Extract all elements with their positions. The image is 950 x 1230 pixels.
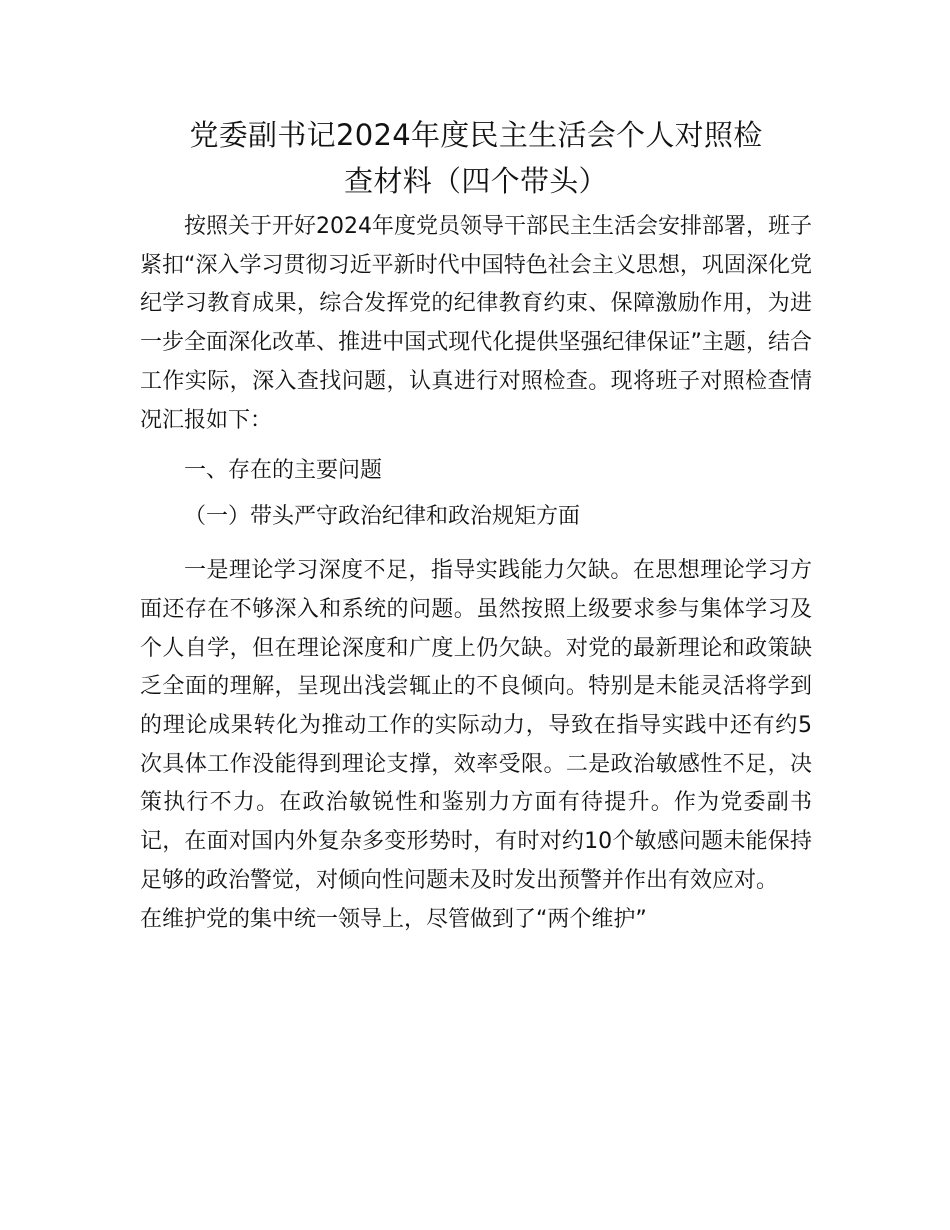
subsection-heading: （一）带头严守政治纪律和政治规矩方面 [184, 504, 581, 530]
title-line-1: 党委副书记2024年度民主生活会个人对照检 [189, 118, 763, 152]
body-paragraph: 一是理论学习深度不足，指导实践能力欠缺。在思想理论学习方面还存在不够深入和系统的问题。虽然按照上级要求参与集体学习及个人自学，但在理论深度和广度上仍欠缺。对党的最新理论和政策缺乏全面的理解，呈现出浅尝辄止的不良倾向。特别是未能灵活将学到的理论成果转化为推动工作的实际动力，导致在指导实践中还有约5次具体工作没能得到理论支撑，效率受限。二是政治敏感性不足，决策执行不力。在政治敏锐性和鉴别力方面有待提升。作为党委副书记，在面对国内外复杂多变形势时，有时对约10个敏感问题未能保持足够的政治警觉，对倾向性问题未及时发出预警并作出有效应对。 [140, 558, 812, 893]
section-heading: 一、存在的主要问题 [184, 458, 383, 484]
intro-paragraph: 按照关于开好2024年度党员领导干部民主生活会安排部署，班子紧扣“深入学习贯彻习近平新时代中国特色社会主义思想，巩固深化党纪学习教育成果，综合发挥党的纪律教育约束、保障激励作用，为进一步全面深化改革、推进中国式现代化提供坚强纪律保证”主题，结合工作实际，深入查找问题，认真进行对照检查。现将班子对照检查情况汇报如下： [140, 214, 812, 433]
document-body [140, 112, 812, 939]
document-title [140, 112, 812, 204]
title-line-2: 查材料（四个带头） [344, 164, 608, 198]
body-paragraph-continuation: 在维护党的集中统一领导上，尽管做到了“两个维护” [140, 906, 647, 932]
